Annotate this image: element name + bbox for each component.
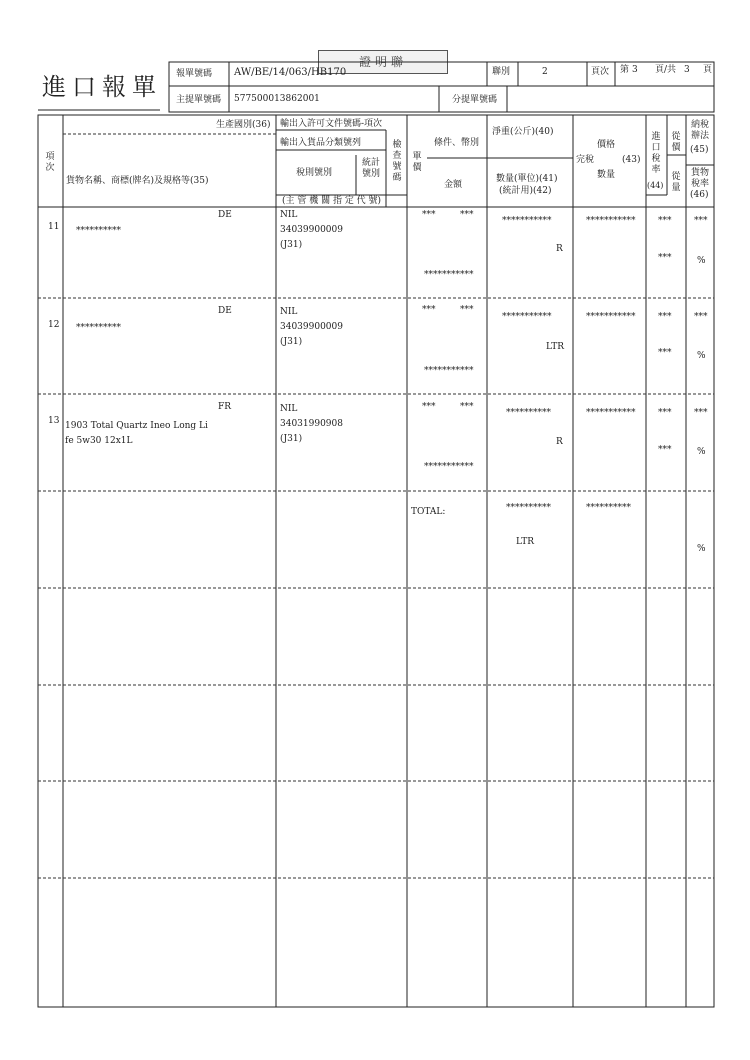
tax-method: ***: [694, 216, 708, 226]
item-no: 12: [48, 320, 60, 330]
tariff-no: 34031990908: [280, 419, 343, 429]
page-label: 頁次: [591, 67, 610, 77]
amount: ***********: [424, 270, 474, 280]
specific-duty-rate: ***: [658, 348, 672, 358]
unit: R: [556, 244, 563, 254]
commodity-tax-header: 貨物稅率: [690, 168, 709, 189]
permit-no: NIL: [280, 404, 298, 414]
authority-code: (J31): [280, 434, 303, 444]
amount-header: 金額: [444, 180, 463, 190]
stat-unit-header: (統計用)(42): [499, 186, 552, 196]
authority-code: (J31): [280, 337, 303, 347]
unit: LTR: [546, 342, 565, 352]
classification-header: 輸出入貨品分類號列: [280, 138, 362, 148]
quantity-header: 數量(單位)(41): [496, 174, 558, 184]
master-bl-label: 主提單號碼: [176, 95, 222, 105]
total-commodity-tax: %: [697, 544, 706, 554]
item-no: 13: [48, 416, 60, 426]
terms: ***: [422, 305, 436, 315]
house-bl-label: 分提單號碼: [452, 95, 498, 105]
terms-header: 條件、幣別: [434, 138, 480, 148]
permit-header: 輸出入許可文件號碼-項次: [280, 119, 383, 129]
permit-no: NIL: [280, 210, 298, 220]
amount: ***********: [424, 366, 474, 376]
net-weight: **********: [506, 408, 551, 418]
duty-paid-value: ***********: [586, 312, 636, 322]
page-unit-label: 頁: [703, 65, 713, 75]
origin-header: 生產國別(36): [216, 120, 271, 130]
tariff-no: 34039900009: [280, 322, 343, 332]
item-no-header: 項次: [45, 152, 55, 173]
permit-no: NIL: [280, 307, 298, 317]
total-net-weight: **********: [506, 503, 551, 513]
goods-description-line-1: 1903 Total Quartz Ineo Long Li: [65, 421, 208, 431]
currency: ***: [460, 305, 474, 315]
specific-duty-rate: ***: [658, 253, 672, 263]
duty-paid-value: ***********: [586, 408, 636, 418]
terms: ***: [422, 210, 436, 220]
currency: ***: [460, 402, 474, 412]
commodity-tax-rate: %: [697, 256, 706, 266]
page-of-label: 頁/共: [655, 65, 677, 75]
import-duty-rate: ***: [658, 408, 672, 418]
page-nth-label: 第: [620, 65, 630, 75]
page-total: 3: [684, 65, 690, 75]
item-no: 11: [48, 222, 60, 232]
certification-stamp: 證明聯: [318, 50, 448, 74]
tariff-no: 34039900009: [280, 225, 343, 235]
duty-paid-header: 完稅: [576, 155, 595, 165]
form-title: 進口報單: [42, 73, 162, 101]
authority-code: (J31): [280, 240, 303, 250]
origin: DE: [218, 210, 232, 220]
tax-method: ***: [694, 312, 708, 322]
unit: R: [556, 437, 563, 447]
value-qty-header: 數量: [597, 170, 616, 180]
unit-price-header: 單價: [412, 152, 422, 173]
import-duty-header: 進口稅率: [651, 132, 661, 175]
goods-desc-header: 貨物名稱、商標(牌名)及規格等(35): [66, 176, 209, 186]
terms: ***: [422, 402, 436, 412]
origin: FR: [218, 402, 232, 412]
specific-header: 從量: [671, 172, 681, 193]
origin: DE: [218, 306, 232, 316]
net-weight-header: 淨重(公斤)(40): [492, 127, 554, 137]
declaration-no-label: 報單號碼: [176, 69, 213, 79]
amount: ***********: [424, 462, 474, 472]
stat-header: 統計號別: [361, 158, 380, 179]
copy-label: 聯別: [492, 67, 511, 77]
page-current: 3: [632, 65, 638, 75]
commodity-tax-rate: %: [697, 351, 706, 361]
net-weight: ***********: [502, 216, 552, 226]
inspection-header: 檢查號碼: [392, 140, 402, 183]
net-weight: ***********: [502, 312, 552, 322]
commodity-tax-no: (46): [690, 190, 709, 200]
value-no-header: (43): [622, 155, 641, 165]
total-value: **********: [586, 503, 631, 513]
import-duty-rate: ***: [658, 216, 672, 226]
value-header: 價格: [597, 140, 616, 150]
tax-method: ***: [694, 408, 708, 418]
import-duty-rate: ***: [658, 312, 672, 322]
duty-paid-value: ***********: [586, 216, 636, 226]
authority-header: (主 管 機 關 指 定 代 號): [282, 196, 382, 206]
total-label: TOTAL:: [411, 507, 446, 517]
tariff-header: 稅則號別: [296, 168, 333, 178]
declaration-no: AW/BE/14/063/HB170: [234, 67, 347, 78]
currency: ***: [460, 210, 474, 220]
tax-method-header: 納稅辦法: [690, 120, 709, 141]
goods-description: **********: [76, 226, 121, 236]
specific-duty-rate: ***: [658, 445, 672, 455]
copy-no: 2: [542, 67, 548, 77]
import-duty-no: (44): [647, 181, 664, 190]
tax-method-no: (45): [690, 145, 709, 155]
commodity-tax-rate: %: [697, 447, 706, 457]
goods-description-line-2: fe 5w30 12x1L: [65, 436, 133, 446]
goods-description: **********: [76, 323, 121, 333]
ad-valorem-header: 從價: [671, 132, 681, 153]
master-bl-no: 577500013862001: [234, 94, 320, 104]
total-unit: LTR: [516, 537, 535, 547]
